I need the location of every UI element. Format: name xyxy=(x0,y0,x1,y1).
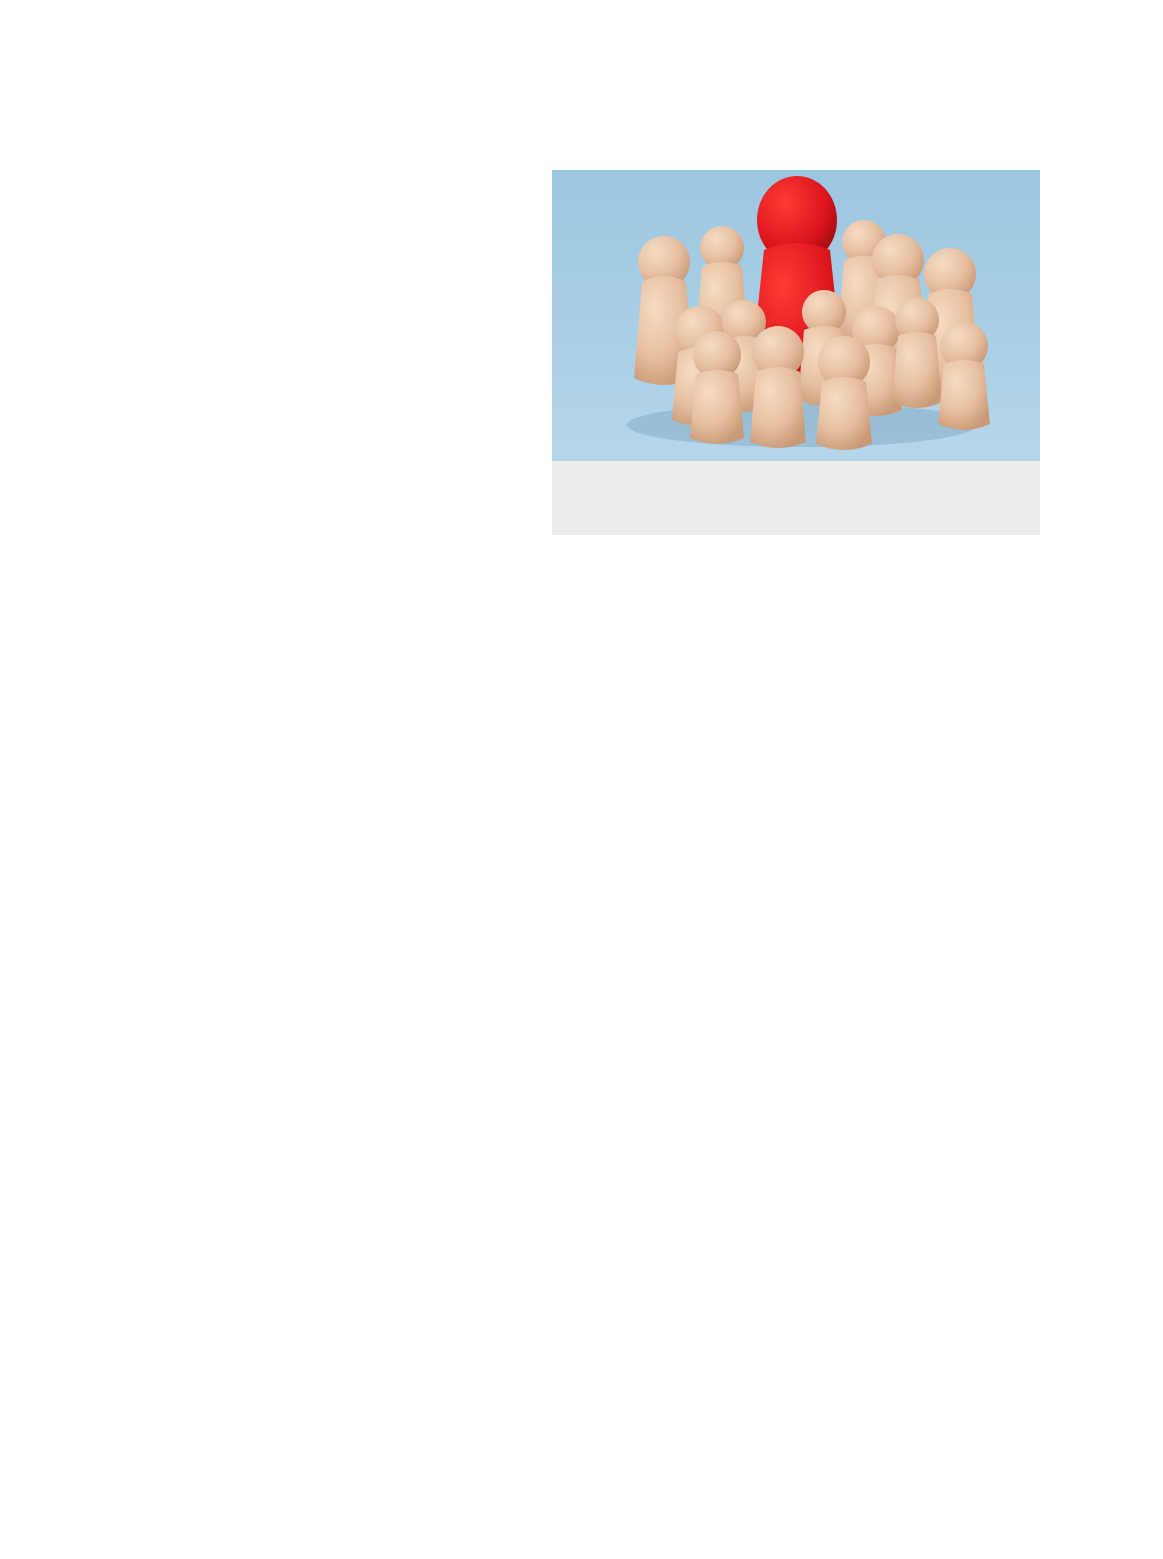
wooden-figures-illustration xyxy=(552,170,1040,461)
photo-wooden-figures xyxy=(552,170,1040,461)
photo-caption xyxy=(552,461,1040,535)
